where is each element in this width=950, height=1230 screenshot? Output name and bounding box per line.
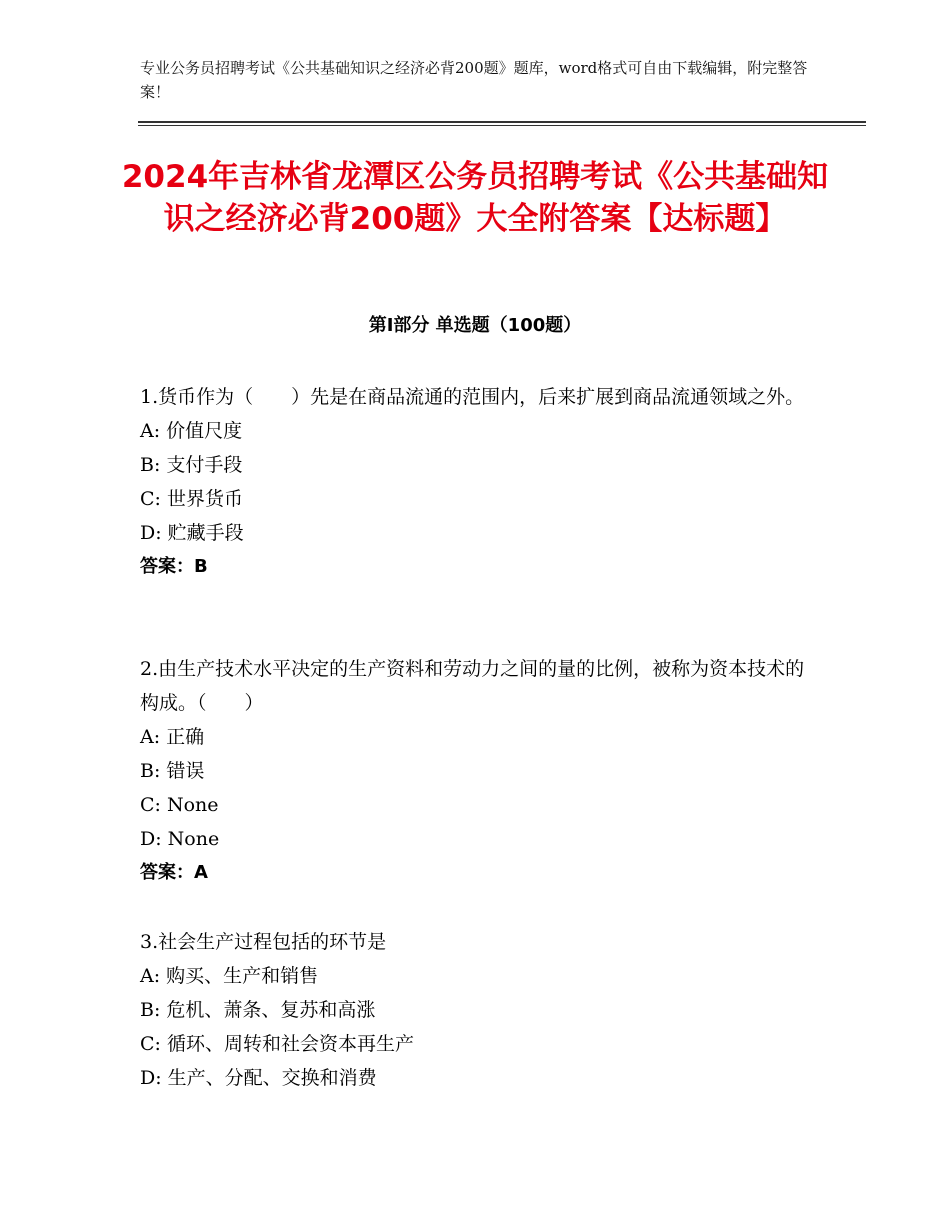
answer-line: 答案：A bbox=[140, 862, 208, 883]
question-stem: 1.货币作为（ ）先是在商品流通的范围内，后来扩展到商品流通领域之外。 bbox=[140, 386, 805, 408]
option-a: A: 正确 bbox=[140, 726, 205, 748]
question-3 bbox=[140, 925, 820, 1095]
option-c: C: 循环、周转和社会资本再生产 bbox=[140, 1033, 414, 1055]
question-stem: 3.社会生产过程包括的环节是 bbox=[140, 931, 387, 953]
option-c: C: 世界货币 bbox=[140, 488, 243, 510]
option-b: B: 错误 bbox=[140, 760, 205, 782]
document-title: 2024年吉林省龙潭区公务员招聘考试《公共基础知识之经济必背200题》大全附答案【达标题】 bbox=[121, 159, 829, 237]
option-d: D: None bbox=[140, 828, 220, 850]
question-1 bbox=[140, 380, 820, 584]
option-a: A: 购买、生产和销售 bbox=[140, 965, 319, 987]
section-heading: 第Ⅰ部分 单选题（100题） bbox=[368, 315, 582, 336]
question-stem: 2.由生产技术水平决定的生产资料和劳动力之间的量的比例，被称为资本技术的构成。（ ） bbox=[140, 658, 805, 714]
option-c: C: None bbox=[140, 794, 219, 816]
header-divider-thick bbox=[138, 121, 866, 123]
question-2 bbox=[140, 652, 820, 890]
answer-line: 答案：B bbox=[140, 556, 208, 577]
header-divider-thin bbox=[138, 125, 866, 126]
option-d: D: 生产、分配、交换和消费 bbox=[140, 1067, 377, 1089]
option-d: D: 贮藏手段 bbox=[140, 522, 244, 544]
option-b: B: 支付手段 bbox=[140, 454, 243, 476]
header-note: 专业公务员招聘考试《公共基础知识之经济必背200题》题库，word格式可自由下载编辑，附完整答案！ bbox=[140, 59, 808, 101]
option-b: B: 危机、萧条、复苏和高涨 bbox=[140, 999, 376, 1021]
option-a: A: 价值尺度 bbox=[140, 420, 243, 442]
